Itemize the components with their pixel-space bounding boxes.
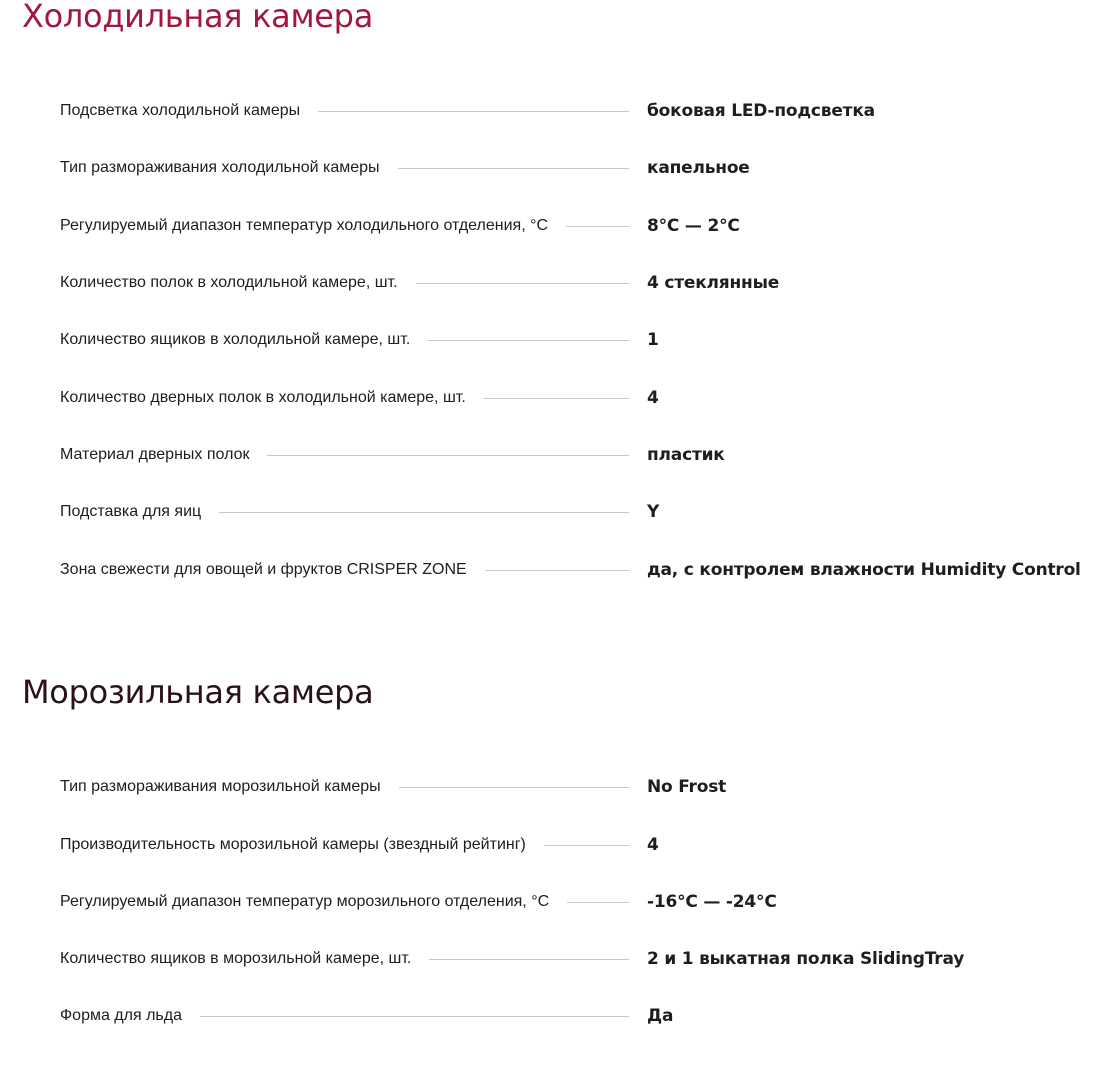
spec-value: 8°C — 2°C (647, 216, 740, 236)
spec-label: Зона свежести для овощей и фруктов CRISPER ZONE (60, 561, 467, 578)
spec-value: No Frost (647, 777, 727, 797)
leader-line (566, 226, 629, 227)
spec-row (60, 775, 1090, 799)
leader-line (200, 1016, 629, 1017)
spec-value: 4 (647, 388, 659, 408)
spec-row (60, 328, 1090, 352)
spec-label: Количество ящиков в холодильной камере, шт. (60, 331, 411, 348)
leader-line (567, 902, 629, 903)
leader-line (428, 340, 629, 341)
spec-row (60, 890, 1090, 914)
spec-label: Производительность морозильной камеры (звездный рейтинг) (60, 836, 526, 853)
spec-label: Количество дверных полок в холодильной камере, шт. (60, 389, 466, 406)
spec-row (60, 947, 1090, 971)
spec-value: -16°C — -24°C (647, 892, 777, 912)
spec-label: Тип размораживания морозильной камеры (60, 778, 381, 795)
spec-row (60, 833, 1090, 857)
leader-line (484, 398, 629, 399)
leader-line (544, 845, 629, 846)
section-title-freezer: Морозильная камера (22, 673, 374, 711)
leader-line (318, 111, 629, 112)
spec-row (60, 99, 1090, 123)
leader-line (267, 455, 629, 456)
spec-value: Да (647, 1006, 674, 1026)
spec-label: Форма для льда (60, 1007, 182, 1024)
spec-row (60, 1004, 1090, 1028)
spec-row (60, 500, 1090, 524)
spec-label: Тип размораживания холодильной камеры (60, 159, 380, 176)
leader-line (416, 283, 629, 284)
leader-line (219, 512, 629, 513)
spec-label: Подсветка холодильной камеры (60, 102, 301, 119)
spec-label: Регулируемый диапазон температур морозильного отделения, °C (60, 893, 550, 910)
spec-value: 2 и 1 выкатная полка SlidingTray (647, 949, 965, 969)
leader-line (399, 787, 629, 788)
spec-label: Подставка для яиц (60, 503, 202, 520)
leader-line (398, 168, 629, 169)
spec-label: Материал дверных полок (60, 446, 250, 463)
spec-value: Y (647, 502, 660, 522)
spec-label: Регулируемый диапазон температур холодильного отделения, °C (60, 217, 549, 234)
spec-label: Количество полок в холодильной камере, шт. (60, 274, 398, 291)
spec-row (60, 271, 1090, 295)
spec-value: 1 (647, 330, 659, 350)
spec-row (60, 443, 1090, 467)
spec-row (60, 386, 1090, 410)
spec-value: капельное (647, 158, 750, 178)
leader-line (429, 959, 629, 960)
section-title-fridge: Холодильная камера (22, 0, 374, 35)
leader-line (485, 570, 629, 571)
spec-row (60, 558, 1090, 582)
spec-value: да, с контролем влажности Humidity Control (647, 560, 1081, 580)
spec-label: Количество ящиков в морозильной камере, шт. (60, 950, 412, 967)
spec-row (60, 214, 1090, 238)
spec-value: 4 стеклянные (647, 273, 780, 293)
spec-value: пластик (647, 445, 725, 465)
spec-value: боковая LED-подсветка (647, 101, 875, 121)
spec-value: 4 (647, 835, 659, 855)
spec-row (60, 156, 1090, 180)
